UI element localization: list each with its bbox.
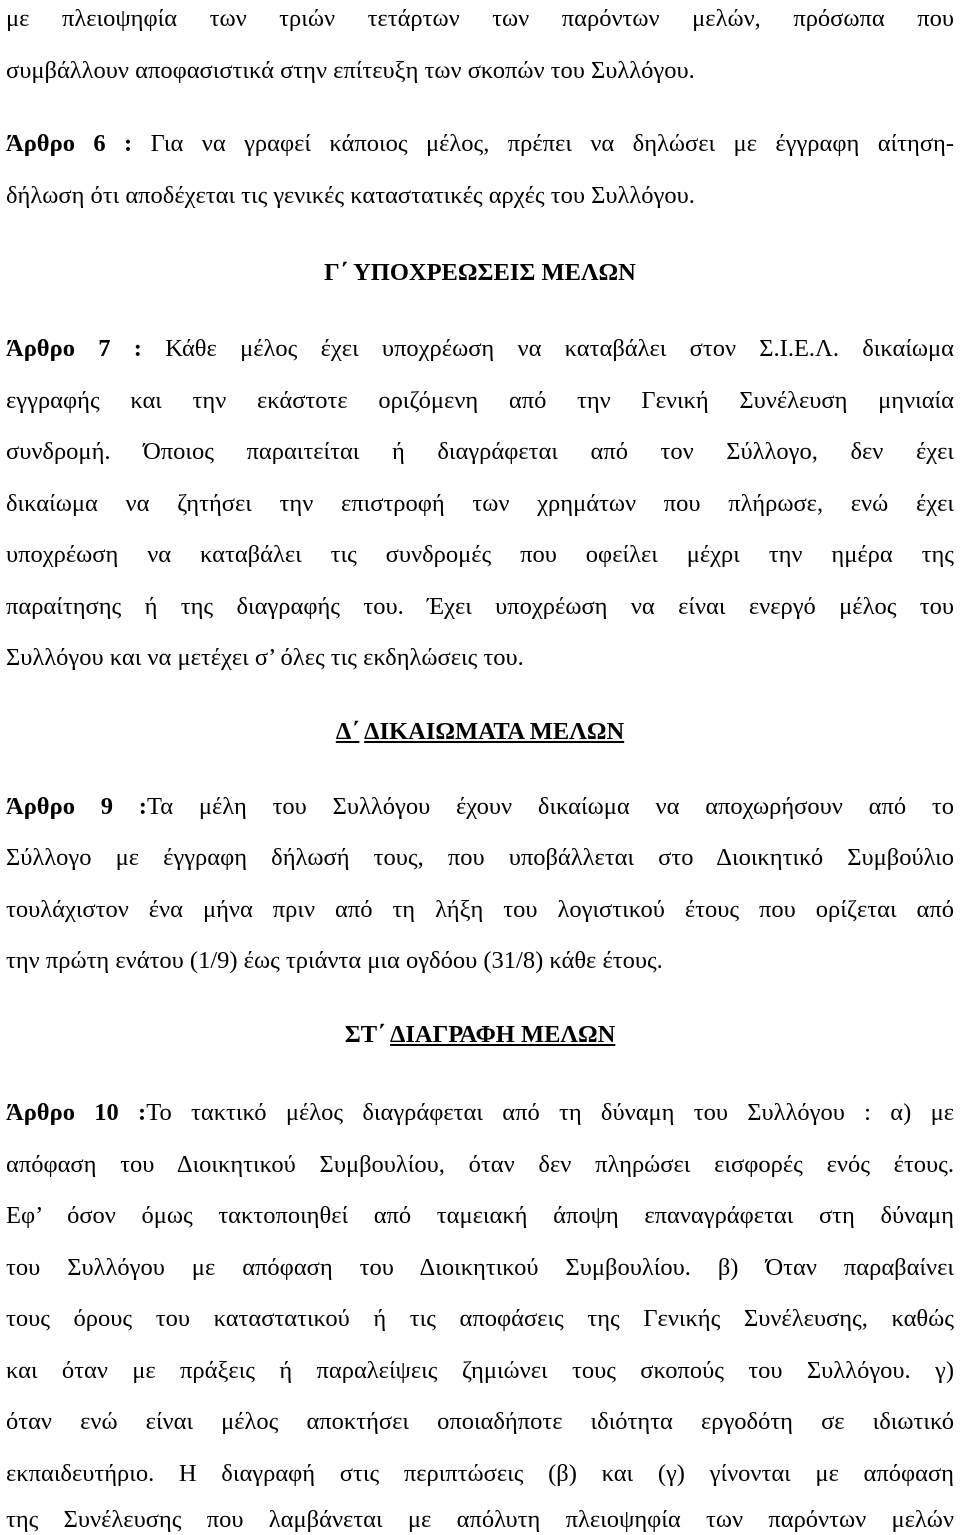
text-line: δήλωση ότι αποδέχεται τις γενικές καταστατικές αρχές του Συλλόγου. xyxy=(6,182,695,209)
heading-prefix: Δ΄ xyxy=(335,718,360,745)
text-line: τους όρους του καταστατικού ή τις αποφάσεις της Γενικής Συνέλευσης, καθώς xyxy=(6,1305,954,1332)
article-6-first-line xyxy=(6,129,954,159)
text-line: Σύλλογο με έγγραφη δήλωσή τους, που υποβάλλεται στο Διοικητικό Συμβούλιο xyxy=(6,844,954,871)
text-line: Εφ’ όσον όμως τακτοποιηθεί από ταμειακή άποψη επαναγράφεται στη δύναμη xyxy=(6,1202,954,1229)
text-line: υποχρέωση να καταβάλει τις συνδρομές που οφείλει μέχρι την ημέρα της xyxy=(6,541,954,568)
heading-prefix: ΣΤ΄ xyxy=(344,1021,386,1048)
article-9-label: Άρθρο 9 : xyxy=(6,793,147,820)
article-10-first-line xyxy=(6,1098,954,1128)
heading-title: ΔΙΑΓΡΑΦΗ ΜΕΛΩΝ xyxy=(390,1021,616,1048)
heading-title: ΔΙΚΑΙΩΜΑΤΑ ΜΕΛΩΝ xyxy=(364,718,625,745)
text-line: με πλειοψηφία των τριών τετάρτων των παρόντων μελών, πρόσωπα που xyxy=(6,5,954,32)
article-6-label: Άρθρο 6 : xyxy=(6,130,133,157)
article-7-first-line xyxy=(6,334,954,364)
text-line: όταν ενώ είναι μέλος αποκτήσει οποιαδήποτε ιδιότητα εργοδότη σε ιδιωτικό xyxy=(6,1408,954,1435)
text-line: τουλάχιστον ένα μήνα πριν από τη λήξη του λογιστικού έτους που ορίζεται από xyxy=(6,896,954,923)
text-line: εγγραφής και την εκάστοτε οριζόμενη από την Γενική Συνέλευση μηνιαία xyxy=(6,387,954,414)
text-line: απόφαση του Διοικητικού Συμβουλίου, όταν δεν πληρώσει εισφορές ενός έτους. xyxy=(6,1151,954,1178)
text-line: παραίτησης ή της διαγραφής του. Έχει υποχρέωση να είναι ενεργό μέλος του xyxy=(6,593,954,620)
section-heading-obligations: Γ΄ ΥΠΟΧΡΕΩΣΕΙΣ ΜΕΛΩΝ xyxy=(324,259,636,286)
section-heading-rights xyxy=(0,716,960,748)
article-7-text: Κάθε μέλος έχει υποχρέωση να καταβάλει στον Σ.Ι.Ε.Λ. δικαίωμα xyxy=(165,335,955,362)
text-line: δικαίωμα να ζητήσει την επιστροφή των χρημάτων που πλήρωσε, ενώ έχει xyxy=(6,490,954,517)
text-line: του Συλλόγου με απόφαση του Διοικητικού Συμβουλίου. β) Όταν παραβαίνει xyxy=(6,1254,954,1281)
article-10-label: Άρθρο 10 : xyxy=(6,1099,147,1126)
text-line: εκπαιδευτήριο. Η διαγραφή στις περιπτώσεις (β) και (γ) γίνονται με απόφαση xyxy=(6,1460,954,1487)
text-line: συνδρομή. Όποιος παραιτείται ή διαγράφεται από τον Σύλλογο, δεν έχει xyxy=(6,438,954,465)
article-6-text: Για να γραφεί κάποιος μέλος, πρέπει να δηλώσει με έγγραφη αίτηση- xyxy=(150,130,954,157)
article-7-label: Άρθρο 7 : xyxy=(6,335,142,362)
article-10-text: Το τακτικό μέλος διαγράφεται από τη δύναμη του Συλλόγου : α) με xyxy=(146,1099,954,1126)
text-line: Συλλόγου και να μετέχει σ’ όλες τις εκδηλώσεις του. xyxy=(6,644,524,671)
text-line: την πρώτη ενάτου (1/9) έως τριάντα μια ογδόου (31/8) κάθε έτους. xyxy=(6,947,663,974)
text-line: και όταν με πράξεις ή παραλείψεις ζημιώνει τους σκοπούς του Συλλόγου. γ) xyxy=(6,1357,954,1384)
article-9-text: Τα μέλη του Συλλόγου έχουν δικαίωμα να αποχωρήσουν από το xyxy=(146,793,954,820)
text-line: της Συνέλευσης που λαμβάνεται με απόλυτη πλειοψηφία των παρόντων μελών xyxy=(6,1506,954,1533)
text-line: συμβάλλουν αποφασιστικά στην επίτευξη των σκοπών του Συλλόγου. xyxy=(6,57,695,84)
article-9-first-line xyxy=(6,792,954,822)
section-heading-expulsion xyxy=(0,1019,960,1051)
